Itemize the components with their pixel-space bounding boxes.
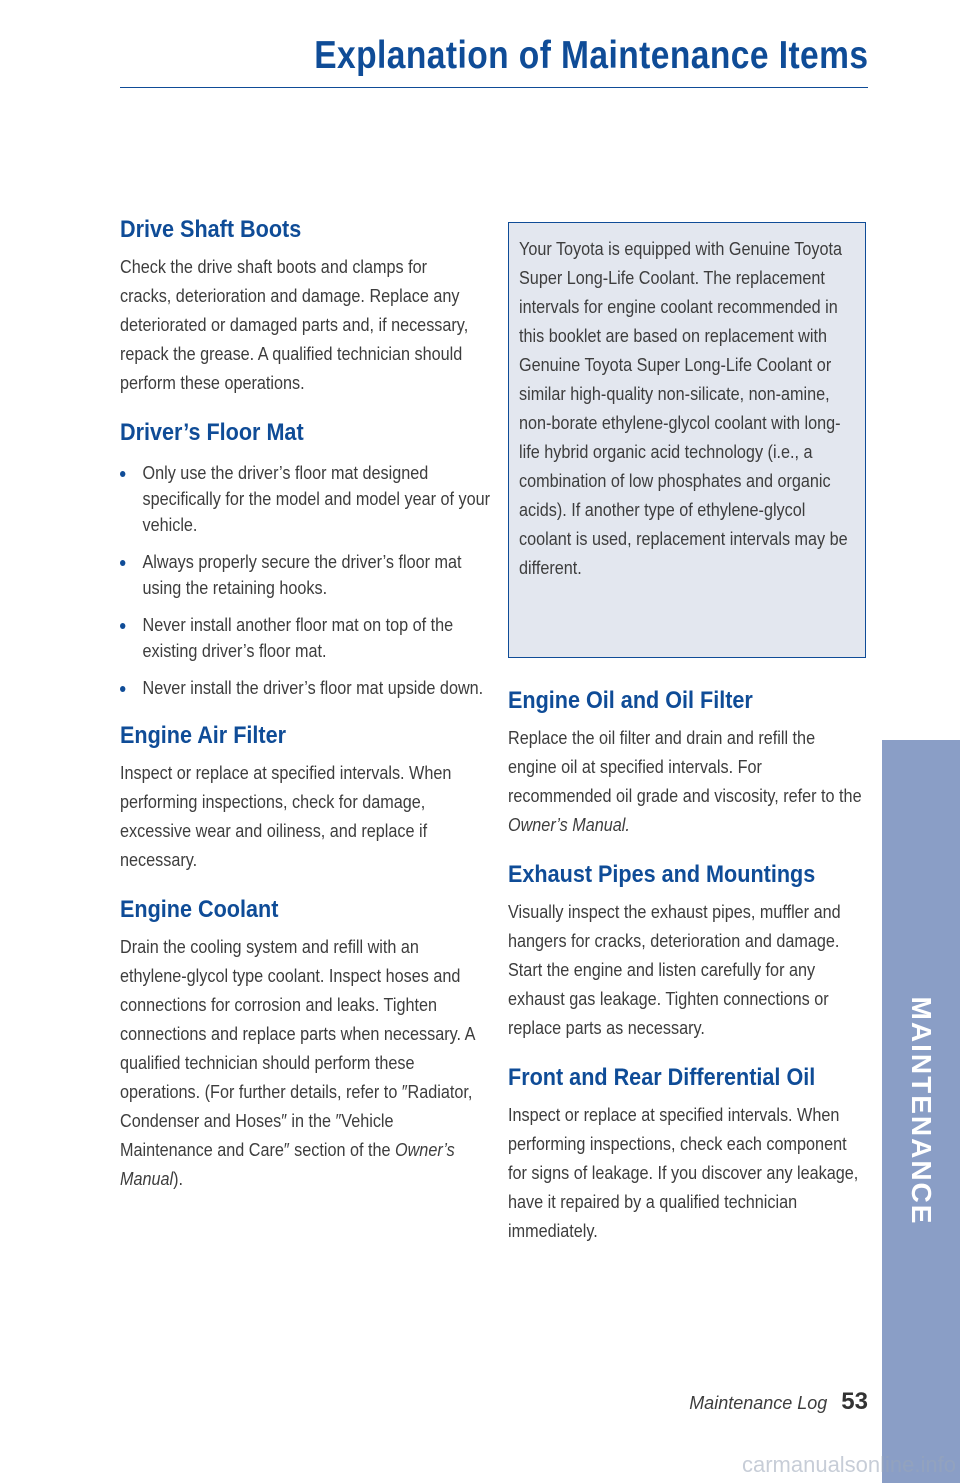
section-heading: Front and Rear Differential Oil [508,1064,816,1091]
left-column [120,213,491,1212]
bullet-icon [120,471,125,477]
list-item: Always properly secure the driver’s floor mat using the retaining hooks. [120,549,504,601]
section-drive-shaft-boots [120,213,482,398]
list-item: Never install the driver’s floor mat upside down. [120,675,504,701]
page-title: Explanation of Maintenance Items [313,34,868,77]
section-body: Check the drive shaft boots and clamps for cracks, deterioration and damage. Replace any deteriorated or damaged parts and, if necessary, repack the grease. A qualified technician should perform these operations. [120,257,469,393]
bullet-icon [120,560,125,566]
section-heading: Exhaust Pipes and Mountings [508,861,816,888]
bullet-icon [120,623,125,629]
section-engine-coolant [120,893,482,1194]
side-tab-label: MAINTENANCE [906,996,937,1226]
section-differential-oil [508,1061,868,1246]
list-item: Never install another floor mat on top of the existing driver’s floor mat. [120,612,504,664]
section-heading: Engine Air Filter [120,722,287,749]
note-text: Your Toyota is equipped with Genuine Toyota Super Long-Life Coolant. The replacement intervals for engine coolant recommended in this booklet are based on replacement with Genuine Toyota Super Long-Life Coolant or similar high-quality non-silicate, non-amine, non-borate ethylene-glycol coolant with long-life hybrid organic acid technology (i.e., a combination of low phosphates and organic acids). If another type of ethylene-glycol coolant is used, replacement intervals may be different. [519,239,848,578]
section-body: Drain the cooling system and refill with an ethylene-glycol type coolant. Inspect hoses and connections for corrosion and leaks. Tighten connections and replace parts when necessary. A qualified technician should perform these operations. (For further details, refer to ″Radiator, Condenser and Hoses″ in the ″Vehicle Maintenance and Care″ section of the Owner’s Manual). [120,937,475,1189]
section-body: Inspect or replace at specified intervals. When performing inspections, check each component for signs of leakage. If you discover any leakage, have it repaired by a qualified technician immediately. [508,1105,859,1241]
section-heading: Engine Oil and Oil Filter [508,687,753,714]
bullet-list [120,460,491,701]
manual-reference: Owner’s Manual. [508,815,630,835]
section-heading: Driver’s Floor Mat [120,419,304,446]
right-column [508,222,868,1264]
page-number: 53 [841,1388,868,1415]
section-engine-oil [508,684,868,840]
section-drivers-floor-mat [120,416,491,701]
list-item: Only use the driver’s floor mat designed specifically for the model and model year of your vehicle. [120,460,504,538]
section-heading: Drive Shaft Boots [120,216,302,243]
section-engine-air-filter [120,719,482,875]
section-body: Visually inspect the exhaust pipes, muffler and hangers for cracks, deterioration and damage. Start the engine and listen carefully for any exhaust gas leakage. Tighten connections or replace parts as necessary. [508,902,841,1038]
section-body: Inspect or replace at specified intervals. When performing inspections, check for damage, excessive wear and oiliness, and replace if necessary. [120,763,452,870]
bullet-icon [120,686,125,692]
section-body: Replace the oil filter and drain and refill the engine oil at specified intervals. For recommended oil grade and viscosity, refer to the Owner’s Manual. [508,728,862,835]
section-exhaust-pipes [508,858,868,1043]
watermark: carmanualsonline.info [741,1452,956,1477]
footer-label: Maintenance Log [689,1393,828,1413]
page-footer [689,1388,868,1416]
coolant-note-box [508,222,866,658]
section-heading: Engine Coolant [120,896,279,923]
manual-reference: Owner’s Manual [120,1140,455,1189]
title-divider [120,87,868,88]
